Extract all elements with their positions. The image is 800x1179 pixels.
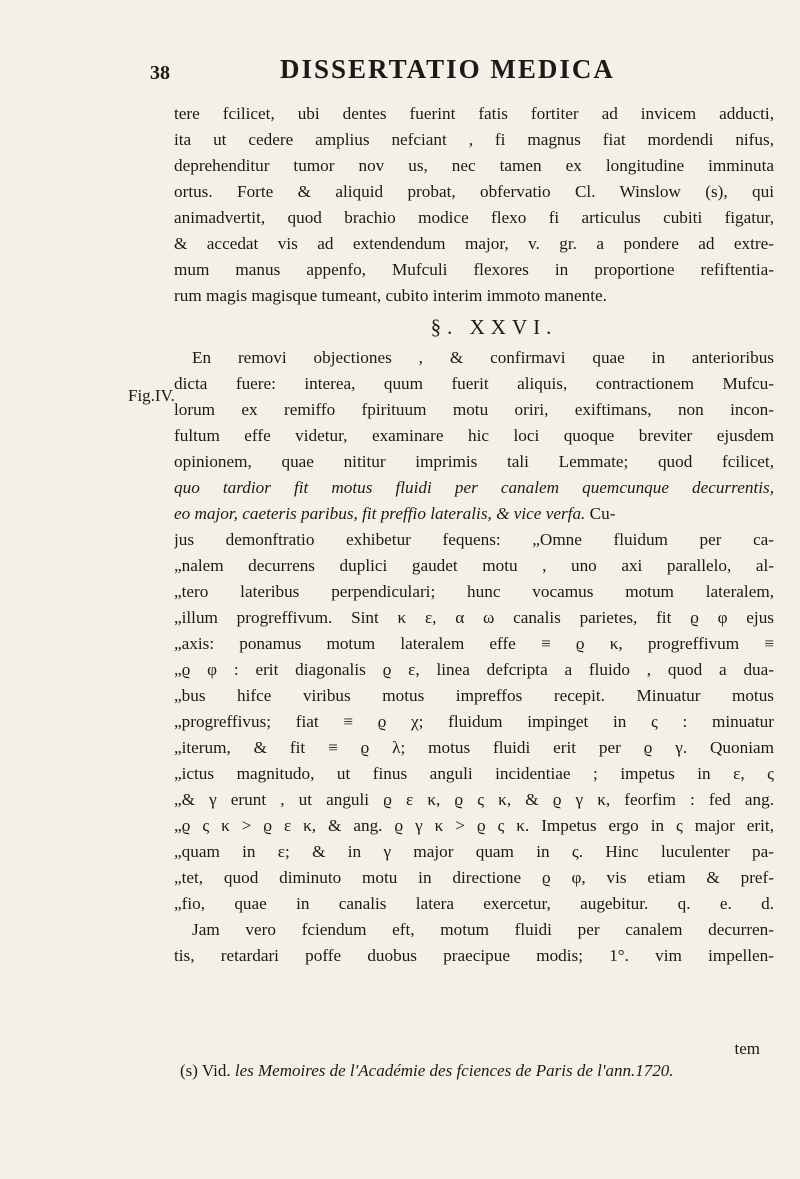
text-line: & accedat vis ad extendendum major, v. gr. a pondere ad extre- xyxy=(174,234,774,253)
text-line: „illum progreffivum. Sint κ ε, α ω canalis parietes, fit ϱ φ ejus xyxy=(174,608,774,627)
text-line: „& γ erunt , ut anguli ϱ ε κ, ϱ ς κ, & ϱ γ κ, feorfim : fed ang. xyxy=(174,790,774,809)
page-number: 38 xyxy=(150,62,170,84)
text-line: lorum ex remiffo fpirituum motu oriri, exiftimans, non incon- xyxy=(174,400,774,419)
text-line: ita ut cedere amplius nefciant , fi magnus fiat mordendi nifus, xyxy=(174,130,774,149)
text-line: „ictus magnitudo, ut finus anguli incidentiae ; impetus in ε, ς xyxy=(174,764,774,783)
catchword: tem xyxy=(734,1039,760,1058)
text-line: dicta fuere: interea, quum fuerit aliquis, contractionem Mufcu- xyxy=(174,374,774,393)
text-line: „quam in ε; & in γ major quam in ς. Hinc luculenter pa- xyxy=(174,842,774,861)
text-line: „fio, quae in canalis latera exercetur, augebitur. q. e. d. xyxy=(174,894,774,913)
text-line: Jam vero fciendum eft, motum fluidi per canalem decurren- xyxy=(192,920,774,939)
text-line: jus demonftratio exhibetur fequens: „Omne fluidum per ca- xyxy=(174,530,774,549)
text-line: „tero lateribus perpendiculari; hunc vocamus motum lateralem, xyxy=(174,582,774,601)
text-line xyxy=(174,501,774,527)
text-fragment: Cu- xyxy=(585,504,616,523)
paragraph-continued xyxy=(174,101,774,309)
text-line: opinionem, quae nititur imprimis tali Lemmate; quod fcilicet, xyxy=(174,452,774,471)
page-header xyxy=(0,52,800,92)
text-line: ortus. Forte & aliquid probat, obfervatio Cl. Winslow (s), qui xyxy=(174,182,774,201)
paragraph-section-26 xyxy=(174,345,774,969)
margin-figure-reference: Fig.IV. xyxy=(128,386,175,405)
text-line: „bus hifce viribus motus impreffos recepit. Minuatur motus xyxy=(174,686,774,705)
text-line: „axis: ponamus motum lateralem effe ≡ ϱ κ, progreffivum ≡ xyxy=(174,634,774,653)
section-heading: §. XXVI. xyxy=(430,315,558,339)
text-line: En removi objectiones , & confirmavi quae in anterioribus xyxy=(192,348,774,367)
text-line: deprehenditur tumor nov us, nec tamen ex longitudine imminuta xyxy=(174,156,774,175)
lemma-line: eo major, caeteris paribus, fit preffio lateralis, & vice verfa. xyxy=(174,504,586,523)
text-line: „ϱ ς κ > ϱ ε κ, & ang. ϱ γ κ > ϱ ς κ. Impetus ergo in ς major erit, xyxy=(174,816,774,835)
text-line: tere fcilicet, ubi dentes fuerint fatis fortiter ad invicem adducti, xyxy=(174,104,774,123)
text-line: „iterum, & fit ≡ ϱ λ; motus fluidi erit per ϱ γ. Quoniam xyxy=(174,738,774,757)
footnote xyxy=(180,1061,780,1081)
text-line: „progreffivus; fiat ≡ ϱ χ; fluidum impinget in ς : minuatur xyxy=(174,712,774,731)
text-line: „nalem decurrens duplici gaudet motu , uno axi parallelo, al- xyxy=(174,556,774,575)
text-line: tis, retardari poffe duobus praecipue modis; 1°. vim impellen- xyxy=(174,946,774,965)
text-line: „tet, quod diminuto motu in directione ϱ φ, vis etiam & pref- xyxy=(174,868,774,887)
text-line: fultum effe videtur, examinare hic loci quoque breviter ejusdem xyxy=(174,426,774,445)
lemma-line: quo tardior fit motus fluidi per canalem quemcunque decurrentis, xyxy=(174,478,774,497)
text-line: „ϱ φ : erit diagonalis ϱ ε, linea defcripta a fluido , quod a dua- xyxy=(174,660,774,679)
running-head: DISSERTATIO MEDICA xyxy=(280,54,615,84)
footnote-mark: (s) Vid. xyxy=(180,1061,231,1080)
page-body xyxy=(174,101,774,969)
footnote-text: les Memoires de l'Académie des fciences de Paris de l'ann.1720. xyxy=(234,1061,674,1080)
text-line: rum magis magisque tumeant, cubito interim immoto manente. xyxy=(174,286,607,305)
text-line: mum manus appenfo, Mufculi flexores in proportione refiftentia- xyxy=(174,260,774,279)
text-line: animadvertit, quod brachio modice flexo fi articulus cubiti figatur, xyxy=(174,208,774,227)
